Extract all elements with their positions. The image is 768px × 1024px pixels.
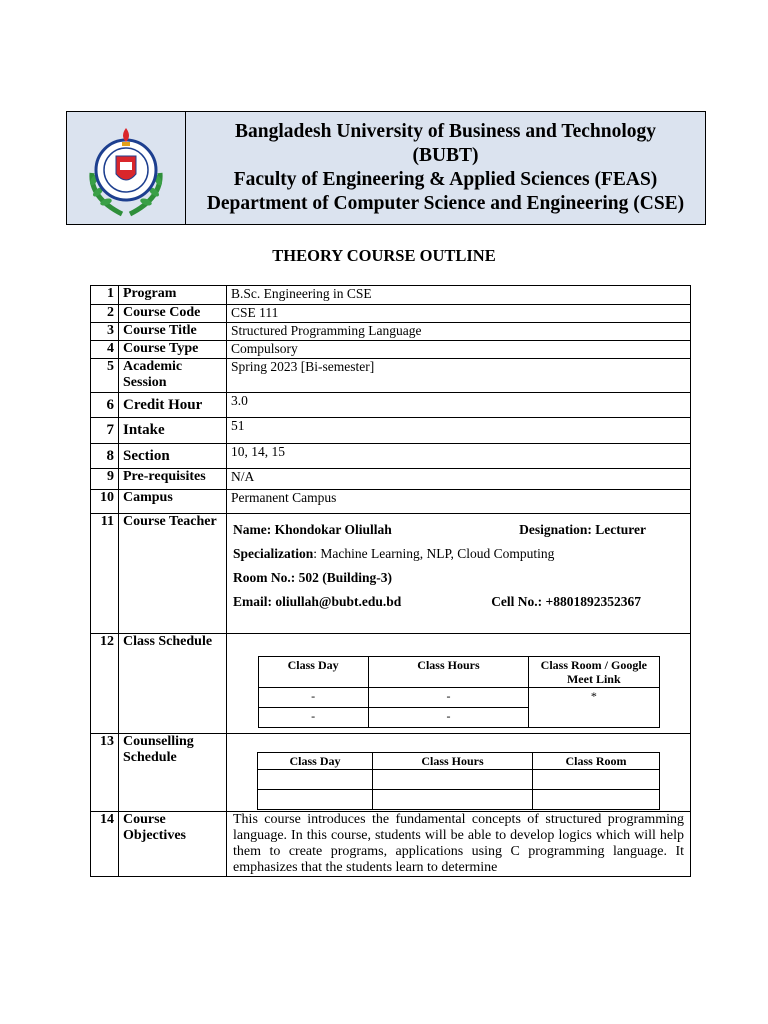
university-title-block bbox=[186, 112, 705, 224]
column-header: Class Day bbox=[258, 657, 368, 688]
counselling-schedule-table bbox=[257, 752, 660, 810]
row-label: Course Teacher bbox=[119, 514, 227, 634]
row-number: 8 bbox=[91, 444, 119, 469]
table-cell: - bbox=[368, 688, 528, 708]
row-number: 1 bbox=[91, 286, 119, 305]
row-label: Academic Session bbox=[119, 359, 227, 393]
row-value: Compulsory bbox=[227, 341, 691, 359]
table-row bbox=[91, 514, 691, 634]
row-label: Class Schedule bbox=[119, 634, 227, 734]
table-cell bbox=[533, 790, 660, 810]
table-cell: - bbox=[368, 708, 528, 728]
row-number: 12 bbox=[91, 634, 119, 734]
table-row bbox=[91, 305, 691, 323]
table-row bbox=[91, 286, 691, 305]
row-value: B.Sc. Engineering in CSE bbox=[227, 286, 691, 305]
bubt-seal-logo-icon bbox=[82, 118, 170, 218]
row-number: 11 bbox=[91, 514, 119, 634]
table-row bbox=[91, 490, 691, 514]
row-label: Campus bbox=[119, 490, 227, 514]
table-row bbox=[91, 323, 691, 341]
university-name: Bangladesh University of Business and Technology bbox=[235, 121, 656, 142]
row-label: Counselling Schedule bbox=[119, 734, 227, 812]
class-schedule-cell bbox=[227, 634, 691, 734]
teacher-designation: Designation: Lecturer bbox=[519, 522, 646, 537]
course-outline-table bbox=[90, 285, 691, 877]
row-label: Course Type bbox=[119, 341, 227, 359]
column-header: Class Room bbox=[533, 753, 660, 770]
row-label: Course Objectives bbox=[119, 812, 227, 877]
table-row bbox=[91, 634, 691, 734]
row-value: 51 bbox=[227, 418, 691, 444]
row-label: Program bbox=[119, 286, 227, 305]
teacher-specialization: : Machine Learning, NLP, Cloud Computing bbox=[313, 546, 555, 561]
row-value: CSE 111 bbox=[227, 305, 691, 323]
faculty-name: Faculty of Engineering & Applied Sciences (FEAS) bbox=[233, 169, 658, 190]
row-number: 3 bbox=[91, 323, 119, 341]
table-row bbox=[91, 469, 691, 490]
row-number: 2 bbox=[91, 305, 119, 323]
teacher-name: Name: Khondokar Oliullah bbox=[233, 522, 392, 537]
table-row bbox=[91, 393, 691, 418]
row-value: Structured Programming Language bbox=[227, 323, 691, 341]
table-row bbox=[91, 418, 691, 444]
course-objectives-text: This course introduces the fundamental concepts of structured programming language. In this course, students will be able to develop logics which will help them to create programs, applications using C programming language. It emphasizes that the students learn to determine bbox=[227, 812, 691, 877]
table-cell: * bbox=[529, 688, 659, 728]
table-row bbox=[91, 734, 691, 812]
row-number: 5 bbox=[91, 359, 119, 393]
row-label: Section bbox=[119, 444, 227, 469]
table-cell bbox=[258, 770, 373, 790]
column-header: Class Hours bbox=[368, 657, 528, 688]
row-label: Course Title bbox=[119, 323, 227, 341]
row-value: 3.0 bbox=[227, 393, 691, 418]
row-label: Course Code bbox=[119, 305, 227, 323]
column-header: Class Day bbox=[258, 753, 373, 770]
teacher-details bbox=[227, 514, 691, 634]
row-number: 7 bbox=[91, 418, 119, 444]
table-cell bbox=[258, 790, 373, 810]
teacher-email: Email: oliullah@bubt.edu.bd bbox=[233, 594, 402, 609]
row-number: 9 bbox=[91, 469, 119, 490]
table-cell bbox=[533, 770, 660, 790]
row-value: Spring 2023 [Bi-semester] bbox=[227, 359, 691, 393]
counselling-schedule-cell bbox=[227, 734, 691, 812]
column-header: Class Hours bbox=[373, 753, 533, 770]
row-number: 14 bbox=[91, 812, 119, 877]
table-cell: - bbox=[258, 688, 368, 708]
row-value: 10, 14, 15 bbox=[227, 444, 691, 469]
table-row bbox=[91, 444, 691, 469]
teacher-cell: Cell No.: +8801892352367 bbox=[491, 594, 641, 609]
row-label: Intake bbox=[119, 418, 227, 444]
table-cell: - bbox=[258, 708, 368, 728]
university-abbreviation: (BUBT) bbox=[412, 145, 479, 166]
page-title: THEORY COURSE OUTLINE bbox=[272, 246, 496, 265]
table-cell bbox=[373, 770, 533, 790]
table-row bbox=[91, 359, 691, 393]
row-label: Pre-requisites bbox=[119, 469, 227, 490]
specialization-label: Specialization bbox=[233, 546, 314, 561]
row-value: N/A bbox=[227, 469, 691, 490]
table-cell bbox=[373, 790, 533, 810]
row-number: 4 bbox=[91, 341, 119, 359]
logo-cell bbox=[67, 112, 186, 224]
class-schedule-table bbox=[258, 656, 660, 728]
university-header bbox=[66, 111, 706, 225]
table-row bbox=[91, 812, 691, 877]
row-label: Credit Hour bbox=[119, 393, 227, 418]
teacher-room: Room No.: 502 (Building-3) bbox=[233, 570, 393, 585]
department-name: Department of Computer Science and Engineering (CSE) bbox=[206, 193, 685, 214]
column-header: Class Room / Google Meet Link bbox=[529, 657, 659, 688]
row-value: Permanent Campus bbox=[227, 490, 691, 514]
row-number: 13 bbox=[91, 734, 119, 812]
row-number: 10 bbox=[91, 490, 119, 514]
table-row bbox=[91, 341, 691, 359]
row-number: 6 bbox=[91, 393, 119, 418]
